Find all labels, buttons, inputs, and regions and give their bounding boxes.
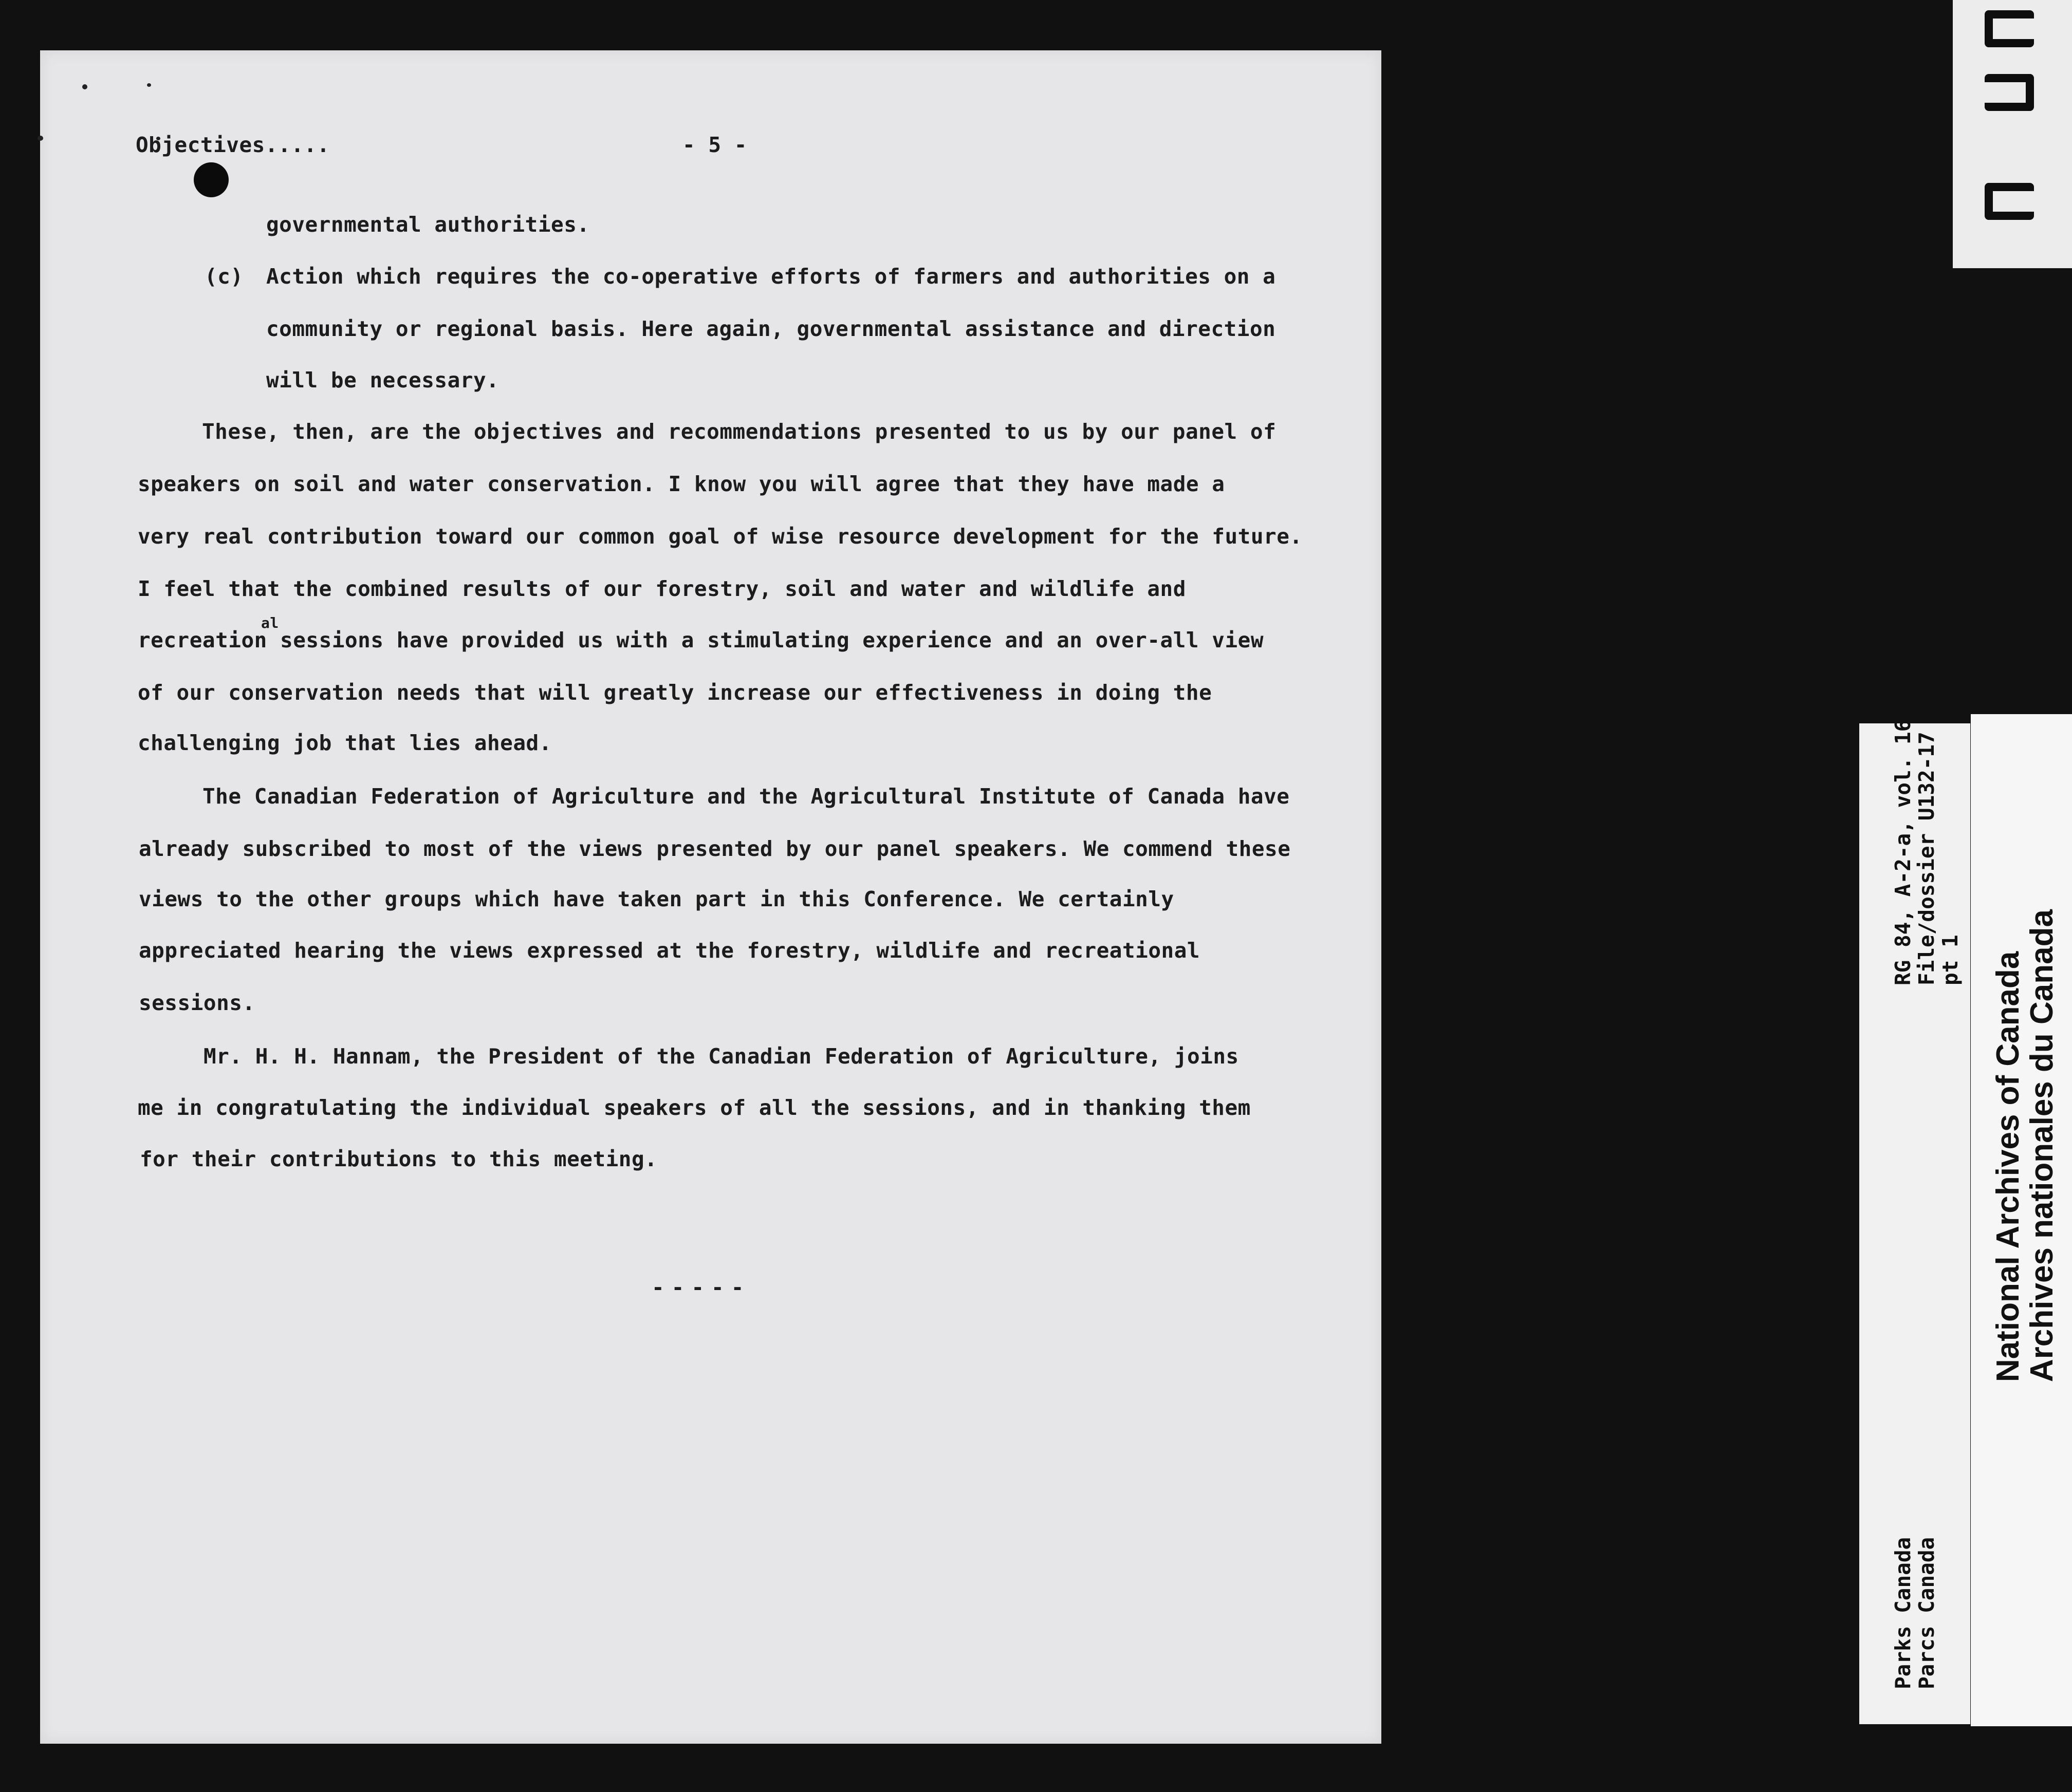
speck-mark	[147, 83, 151, 87]
text-line: These, then, are the objectives and recommendations presented to us by our panel of	[202, 419, 1276, 444]
text-line: recreation sessions have provided us with a stimulating experience and an over-all view	[138, 628, 1264, 652]
speck-mark	[82, 84, 87, 89]
text-line: very real contribution toward our common goal of wise resource development for the future.	[138, 524, 1303, 549]
list-marker: (c)	[205, 264, 244, 289]
text-line: The Canadian Federation of Agriculture and the Agricultural Institute of Canada have	[202, 784, 1290, 809]
text-line: appreciated hearing the views expressed at the forestry, wildlife and recreational	[139, 938, 1200, 963]
archives-line-fr: Archives nationales du Canada	[2024, 909, 2060, 1382]
speck-mark	[38, 136, 43, 141]
archives-line-en: National Archives of Canada	[1990, 951, 2026, 1382]
document-page	[40, 50, 1381, 1744]
code-glyph	[1985, 10, 2034, 47]
insertion-mark: al	[261, 614, 279, 631]
code-glyph	[1985, 74, 2034, 111]
header-left: Objectives.....	[136, 133, 330, 157]
text-line: Action which requires the co-operative efforts of farmers and authorities on a	[266, 264, 1276, 289]
text-line: will be necessary.	[266, 368, 499, 393]
ref-line-1: RG 84, A-2-a, vol. 165	[1891, 706, 1915, 985]
reference-label	[1859, 706, 1970, 1724]
punch-hole	[194, 162, 229, 197]
text-line: I feel that the combined results of our forestry, soil and water and wildlife and	[138, 576, 1186, 601]
text-line: Mr. H. H. Hannam, the President of the Canadian Federation of Agriculture, joins	[203, 1044, 1239, 1069]
text-line: me in congratulating the individual speakers of all the sessions, and in thanking them	[138, 1095, 1251, 1120]
archives-label	[1971, 714, 2072, 1726]
text-line: challenging job that lies ahead.	[138, 731, 552, 755]
ref-line-3: pt 1	[1938, 935, 1963, 985]
film-code-strip	[1953, 0, 2072, 268]
text-line: speakers on soil and water conservation. I know you will agree that they have made a	[138, 472, 1225, 496]
text-line: sessions.	[139, 991, 255, 1015]
text-line: community or regional basis. Here again, governmental assistance and direction	[266, 316, 1276, 341]
ref-line-2: File/dossier U132-17	[1914, 732, 1939, 985]
code-glyph	[1985, 183, 2034, 220]
page-number: - 5 -	[682, 133, 747, 157]
text-line: views to the other groups which have taken part in this Conference. We certainly	[139, 887, 1174, 911]
text-line: governmental authorities.	[266, 212, 590, 237]
text-line: already subscribed to most of the views presented by our panel speakers. We commend these	[139, 836, 1291, 861]
text-line: for their contributions to this meeting.	[140, 1147, 658, 1171]
text-line: of our conservation needs that will greatly increase our effectiveness in doing the	[138, 680, 1212, 705]
parks-canada-fr: Parcs Canada	[1914, 1537, 1939, 1689]
parks-canada-en: Parks Canada	[1891, 1537, 1915, 1689]
end-mark: -----	[652, 1275, 751, 1300]
